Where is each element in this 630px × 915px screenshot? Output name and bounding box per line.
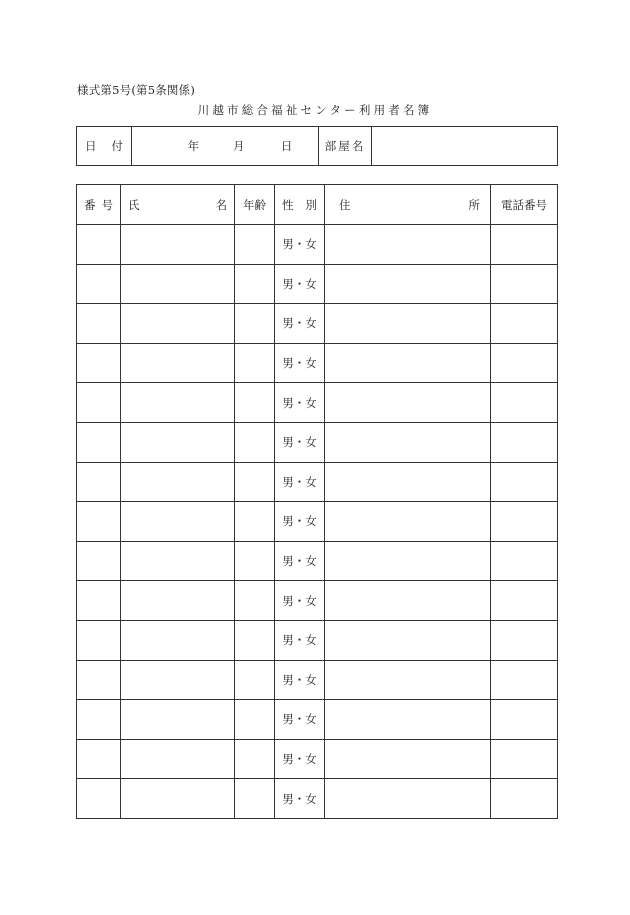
- phone-cell[interactable]: [491, 264, 558, 304]
- number-cell[interactable]: [77, 264, 121, 304]
- header-sex: [275, 185, 325, 225]
- name-cell[interactable]: [121, 343, 235, 383]
- sex-cell[interactable]: 男・女: [275, 620, 325, 660]
- address-cell[interactable]: [325, 462, 491, 502]
- age-cell[interactable]: [235, 304, 275, 344]
- table-row: [77, 581, 558, 621]
- table-row: [77, 700, 558, 740]
- sex-cell[interactable]: 男・女: [275, 383, 325, 423]
- number-cell[interactable]: [77, 779, 121, 819]
- name-cell[interactable]: [121, 225, 235, 265]
- table-row: [77, 779, 558, 819]
- address-cell[interactable]: [325, 660, 491, 700]
- sex-cell[interactable]: 男・女: [275, 264, 325, 304]
- header-sex-char-2: 別: [305, 197, 317, 212]
- phone-cell[interactable]: [491, 700, 558, 740]
- header-number-char-1: 番: [84, 197, 96, 212]
- age-cell[interactable]: [235, 264, 275, 304]
- address-cell[interactable]: [325, 343, 491, 383]
- header-name-char-1: 氏: [128, 197, 140, 212]
- number-cell[interactable]: [77, 541, 121, 581]
- table-row: [77, 304, 558, 344]
- header-age-label: 年齢: [243, 197, 266, 212]
- age-cell[interactable]: [235, 620, 275, 660]
- age-cell[interactable]: [235, 225, 275, 265]
- address-cell[interactable]: [325, 502, 491, 542]
- age-cell[interactable]: [235, 383, 275, 423]
- address-cell[interactable]: [325, 700, 491, 740]
- sex-cell[interactable]: 男・女: [275, 225, 325, 265]
- age-cell[interactable]: [235, 660, 275, 700]
- age-cell[interactable]: [235, 700, 275, 740]
- sex-cell[interactable]: 男・女: [275, 700, 325, 740]
- number-cell[interactable]: [77, 304, 121, 344]
- header-name-char-2: 名: [215, 197, 227, 212]
- number-cell[interactable]: [77, 502, 121, 542]
- roster-header-row: [77, 185, 558, 225]
- table-row: [77, 620, 558, 660]
- sex-cell[interactable]: 男・女: [275, 422, 325, 462]
- date-label-char-1: 日: [85, 139, 97, 153]
- age-cell[interactable]: [235, 462, 275, 502]
- table-row: [77, 502, 558, 542]
- header-address-char-1: 住: [339, 197, 351, 212]
- name-cell[interactable]: [121, 502, 235, 542]
- age-cell[interactable]: [235, 581, 275, 621]
- name-cell[interactable]: [121, 660, 235, 700]
- address-cell[interactable]: [325, 383, 491, 423]
- phone-cell[interactable]: [491, 779, 558, 819]
- number-cell[interactable]: [77, 383, 121, 423]
- day-label: 日: [280, 139, 293, 153]
- phone-cell[interactable]: [491, 581, 558, 621]
- address-cell[interactable]: [325, 225, 491, 265]
- number-cell[interactable]: [77, 620, 121, 660]
- name-cell[interactable]: [121, 581, 235, 621]
- phone-cell[interactable]: [491, 502, 558, 542]
- document-title: 川越市総合福祉センター利用者名簿: [197, 103, 433, 117]
- number-cell[interactable]: [77, 422, 121, 462]
- address-cell[interactable]: [325, 620, 491, 660]
- table-row: [77, 343, 558, 383]
- room-label-cell: [319, 127, 372, 166]
- phone-cell[interactable]: [491, 739, 558, 779]
- table-row: [77, 462, 558, 502]
- name-cell[interactable]: [121, 264, 235, 304]
- form-number-label: 様式第5号(第5条関係): [77, 83, 196, 97]
- date-label-cell: [77, 127, 132, 166]
- table-row: [77, 739, 558, 779]
- header-number: [77, 185, 121, 225]
- phone-cell[interactable]: [491, 660, 558, 700]
- sex-cell[interactable]: 男・女: [275, 502, 325, 542]
- year-label: 年: [187, 139, 200, 153]
- month-label: 月: [232, 139, 245, 153]
- date-room-table: [76, 126, 558, 166]
- age-cell[interactable]: [235, 541, 275, 581]
- age-cell[interactable]: [235, 739, 275, 779]
- number-cell[interactable]: [77, 343, 121, 383]
- name-cell[interactable]: [121, 541, 235, 581]
- header-age: [235, 185, 275, 225]
- room-value-cell[interactable]: [372, 127, 558, 166]
- phone-cell[interactable]: [491, 462, 558, 502]
- header-sex-char-1: 性: [282, 197, 294, 212]
- age-cell[interactable]: [235, 343, 275, 383]
- address-cell[interactable]: [325, 541, 491, 581]
- name-cell[interactable]: [121, 422, 235, 462]
- sex-cell[interactable]: 男・女: [275, 304, 325, 344]
- number-cell[interactable]: [77, 660, 121, 700]
- table-row: [77, 383, 558, 423]
- header-phone-label: 電話番号: [501, 197, 547, 212]
- sex-cell[interactable]: 男・女: [275, 541, 325, 581]
- sex-cell[interactable]: 男・女: [275, 660, 325, 700]
- name-cell[interactable]: [121, 383, 235, 423]
- name-cell[interactable]: [121, 304, 235, 344]
- sex-cell[interactable]: 男・女: [275, 343, 325, 383]
- room-label: 部屋名: [324, 139, 366, 153]
- age-cell[interactable]: [235, 422, 275, 462]
- name-cell[interactable]: [121, 700, 235, 740]
- date-value-cell[interactable]: [132, 127, 319, 166]
- table-row: [77, 422, 558, 462]
- address-cell[interactable]: [325, 264, 491, 304]
- number-cell[interactable]: [77, 739, 121, 779]
- header-number-char-2: 号: [101, 197, 113, 212]
- roster-body: [77, 225, 558, 819]
- number-cell[interactable]: [77, 700, 121, 740]
- address-cell[interactable]: [325, 779, 491, 819]
- header-address-char-2: 所: [468, 197, 480, 212]
- phone-cell[interactable]: [491, 225, 558, 265]
- sex-cell[interactable]: 男・女: [275, 779, 325, 819]
- header-address: [325, 185, 491, 225]
- phone-cell[interactable]: [491, 383, 558, 423]
- table-row: [77, 264, 558, 304]
- age-cell[interactable]: [235, 502, 275, 542]
- user-roster-table: [76, 184, 558, 819]
- date-label-char-2: 付: [111, 139, 123, 153]
- number-cell[interactable]: [77, 225, 121, 265]
- address-cell[interactable]: [325, 581, 491, 621]
- phone-cell[interactable]: [491, 304, 558, 344]
- number-cell[interactable]: [77, 581, 121, 621]
- name-cell[interactable]: [121, 620, 235, 660]
- table-row: [77, 225, 558, 265]
- sex-cell[interactable]: 男・女: [275, 462, 325, 502]
- phone-cell[interactable]: [491, 541, 558, 581]
- age-cell[interactable]: [235, 779, 275, 819]
- name-cell[interactable]: [121, 779, 235, 819]
- address-cell[interactable]: [325, 304, 491, 344]
- sex-cell[interactable]: 男・女: [275, 739, 325, 779]
- sex-cell[interactable]: 男・女: [275, 581, 325, 621]
- phone-cell[interactable]: [491, 343, 558, 383]
- name-cell[interactable]: [121, 462, 235, 502]
- address-cell[interactable]: [325, 422, 491, 462]
- phone-cell[interactable]: [491, 620, 558, 660]
- table-row: [77, 660, 558, 700]
- number-cell[interactable]: [77, 462, 121, 502]
- header-name: [121, 185, 235, 225]
- phone-cell[interactable]: [491, 422, 558, 462]
- address-cell[interactable]: [325, 739, 491, 779]
- name-cell[interactable]: [121, 739, 235, 779]
- header-phone: [491, 185, 558, 225]
- table-row: [77, 541, 558, 581]
